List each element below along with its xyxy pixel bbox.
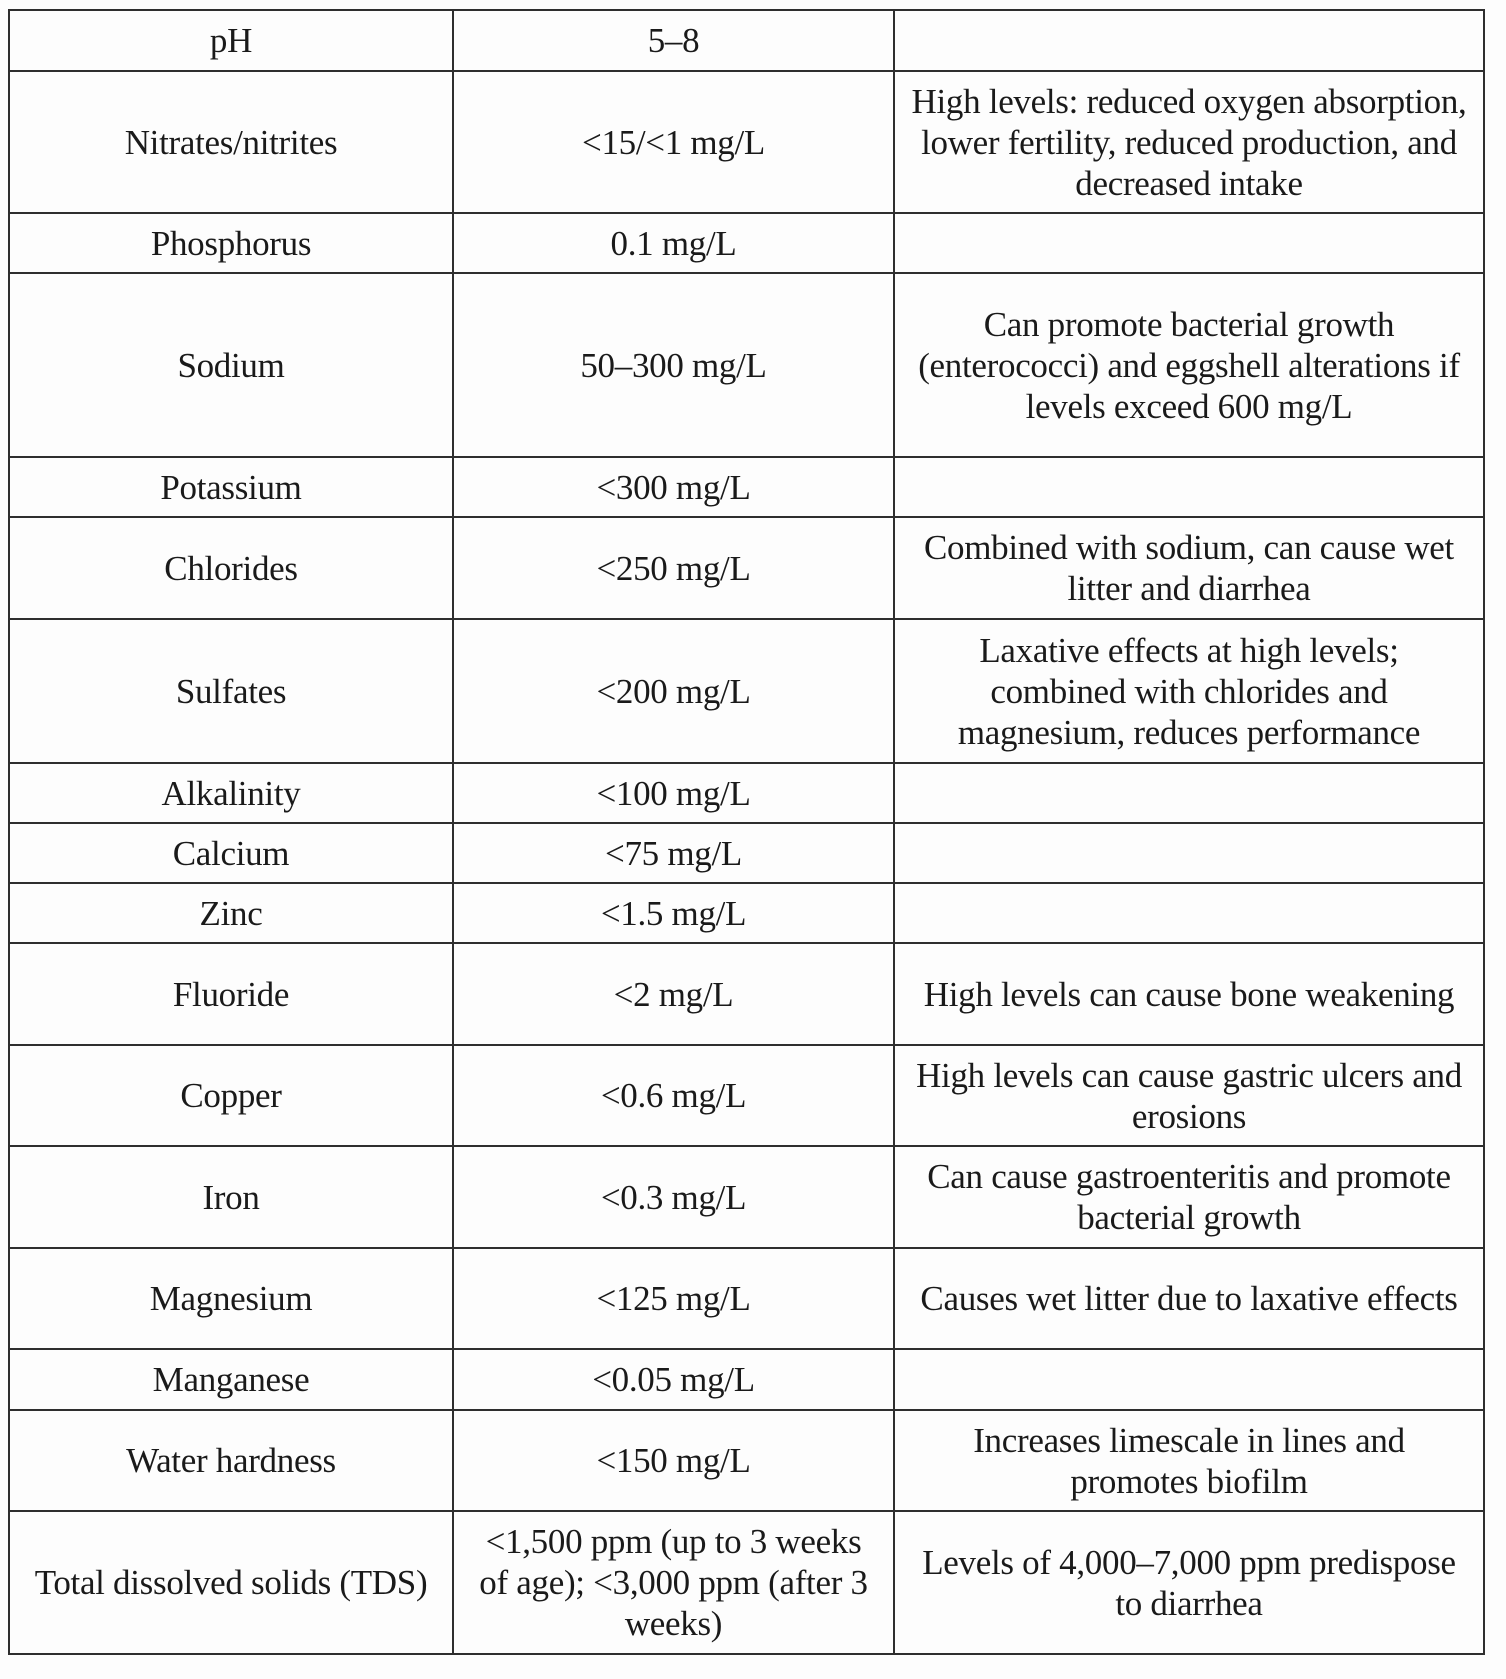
parameter-cell: Nitrates/nitrites bbox=[9, 71, 453, 213]
table-row bbox=[9, 763, 1484, 823]
table-row bbox=[9, 1511, 1484, 1654]
notes-cell bbox=[894, 823, 1484, 883]
notes-cell: Laxative effects at high levels; combined with chlorides and magnesium, reduces performance bbox=[894, 619, 1484, 763]
table-row bbox=[9, 10, 1484, 71]
table-row bbox=[9, 517, 1484, 619]
limit-cell: <75 mg/L bbox=[453, 823, 894, 883]
notes-cell: Levels of 4,000–7,000 ppm predispose to diarrhea bbox=[894, 1511, 1484, 1654]
parameter-cell: pH bbox=[9, 10, 453, 71]
limit-cell: <0.6 mg/L bbox=[453, 1045, 894, 1146]
notes-cell bbox=[894, 213, 1484, 273]
table-row bbox=[9, 1045, 1484, 1146]
limit-cell: 5–8 bbox=[453, 10, 894, 71]
notes-cell: Causes wet litter due to laxative effects bbox=[894, 1248, 1484, 1349]
limit-cell: <200 mg/L bbox=[453, 619, 894, 763]
parameter-cell: Iron bbox=[9, 1146, 453, 1248]
notes-cell bbox=[894, 457, 1484, 517]
limit-cell: <2 mg/L bbox=[453, 943, 894, 1045]
table-row bbox=[9, 457, 1484, 517]
table-row bbox=[9, 1349, 1484, 1410]
parameter-cell: Magnesium bbox=[9, 1248, 453, 1349]
water-quality-table bbox=[8, 9, 1485, 1655]
notes-cell: Combined with sodium, can cause wet litter and diarrhea bbox=[894, 517, 1484, 619]
parameter-cell: Potassium bbox=[9, 457, 453, 517]
notes-cell: High levels: reduced oxygen absorption, lower fertility, reduced production, and decreased intake bbox=[894, 71, 1484, 213]
table-row bbox=[9, 273, 1484, 457]
notes-cell: Can promote bacterial growth (enterococci) and eggshell alterations if levels exceed 600 mg/L bbox=[894, 273, 1484, 457]
notes-cell: Increases limescale in lines and promotes biofilm bbox=[894, 1410, 1484, 1511]
limit-cell: 0.1 mg/L bbox=[453, 213, 894, 273]
table-row bbox=[9, 823, 1484, 883]
table-row bbox=[9, 1146, 1484, 1248]
table-row bbox=[9, 71, 1484, 213]
table-row bbox=[9, 883, 1484, 943]
notes-cell: Can cause gastroenteritis and promote bacterial growth bbox=[894, 1146, 1484, 1248]
parameter-cell: Chlorides bbox=[9, 517, 453, 619]
notes-cell bbox=[894, 763, 1484, 823]
table-row bbox=[9, 943, 1484, 1045]
parameter-cell: Alkalinity bbox=[9, 763, 453, 823]
limit-cell: <1,500 ppm (up to 3 weeks of age); <3,000 ppm (after 3 weeks) bbox=[453, 1511, 894, 1654]
parameter-cell: Zinc bbox=[9, 883, 453, 943]
parameter-cell: Phosphorus bbox=[9, 213, 453, 273]
notes-cell bbox=[894, 883, 1484, 943]
notes-cell: High levels can cause gastric ulcers and erosions bbox=[894, 1045, 1484, 1146]
limit-cell: 50–300 mg/L bbox=[453, 273, 894, 457]
parameter-cell: Water hardness bbox=[9, 1410, 453, 1511]
table-row bbox=[9, 1248, 1484, 1349]
parameter-cell: Calcium bbox=[9, 823, 453, 883]
limit-cell: <0.05 mg/L bbox=[453, 1349, 894, 1410]
limit-cell: <0.3 mg/L bbox=[453, 1146, 894, 1248]
limit-cell: <125 mg/L bbox=[453, 1248, 894, 1349]
table-row bbox=[9, 1410, 1484, 1511]
limit-cell: <300 mg/L bbox=[453, 457, 894, 517]
limit-cell: <100 mg/L bbox=[453, 763, 894, 823]
notes-cell bbox=[894, 10, 1484, 71]
parameter-cell: Total dissolved solids (TDS) bbox=[9, 1511, 453, 1654]
parameter-cell: Copper bbox=[9, 1045, 453, 1146]
table-row bbox=[9, 213, 1484, 273]
limit-cell: <1.5 mg/L bbox=[453, 883, 894, 943]
parameter-cell: Fluoride bbox=[9, 943, 453, 1045]
parameter-cell: Sulfates bbox=[9, 619, 453, 763]
notes-cell bbox=[894, 1349, 1484, 1410]
limit-cell: <250 mg/L bbox=[453, 517, 894, 619]
limit-cell: <150 mg/L bbox=[453, 1410, 894, 1511]
table-row bbox=[9, 619, 1484, 763]
limit-cell: <15/<1 mg/L bbox=[453, 71, 894, 213]
notes-cell: High levels can cause bone weakening bbox=[894, 943, 1484, 1045]
parameter-cell: Manganese bbox=[9, 1349, 453, 1410]
parameter-cell: Sodium bbox=[9, 273, 453, 457]
